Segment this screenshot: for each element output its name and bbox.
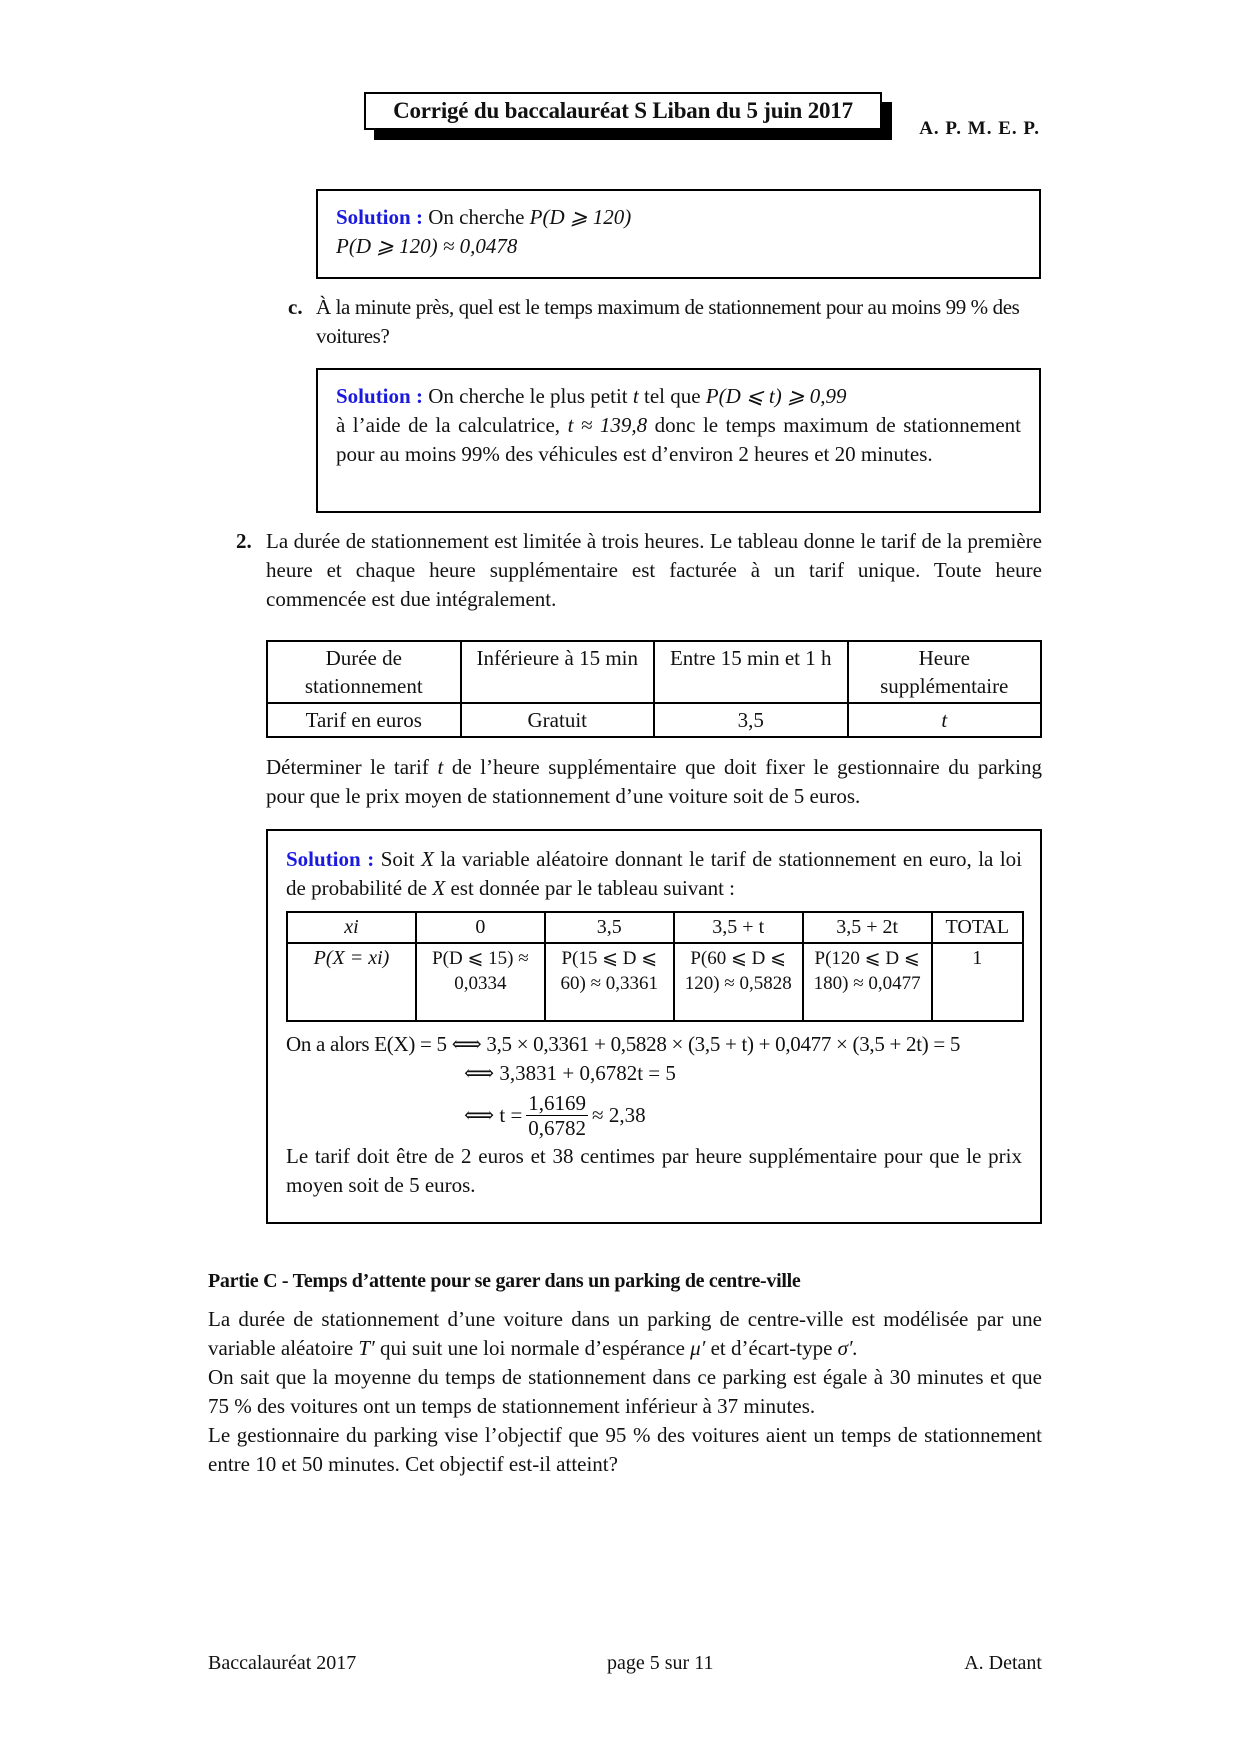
math-variable: t — [632, 384, 639, 408]
solution-b-line1 — [336, 203, 1021, 232]
fraction — [526, 1091, 588, 1140]
tarif-table — [266, 640, 1042, 738]
table-cell: Heure supplémentaire — [848, 641, 1042, 703]
equation-line-2 — [464, 1059, 1022, 1088]
table-cell: 3,5 + t — [674, 912, 803, 943]
table-cell: t — [848, 703, 1042, 737]
partie-c-p3: Le gestionnaire du parking vise l’objectif que 95 % des voitures aient un temps de stationnement entre 10 et 50 minutes. Cet objectif est-il atteint? — [208, 1423, 1042, 1476]
determine-text — [266, 753, 1042, 811]
solution-c-text: On cherche le plus petit — [428, 384, 628, 408]
table-cell: P(60 ⩽ D ⩽ 120) ≈ 0,5828 — [674, 943, 803, 1021]
math-expression: P(D ⩾ 120) ≈ 0,0478 — [336, 234, 518, 258]
solution-label: Solution : — [336, 205, 423, 229]
table-cell: Inférieure à 15 min — [461, 641, 655, 703]
page-footer — [208, 1652, 1042, 1675]
table-row — [267, 703, 1041, 737]
question-c-text: À la minute près, quel est le temps maximum de stationnement pour au moins 99 % des voitures? — [316, 295, 1020, 348]
table-row — [287, 912, 1023, 943]
math-variable: σ′. — [837, 1336, 858, 1360]
question-marker: 2. — [236, 529, 252, 553]
solution-2-text: Soit — [380, 847, 415, 871]
section-heading-partie-c: Partie C - Temps d’attente pour se garer dans un parking de centre-ville — [208, 1270, 801, 1292]
math-expression: P(D ⩾ 120) — [529, 205, 632, 229]
partie-c-p2: On sait que la moyenne du temps de stationnement dans ce parking est égale à 30 minutes et que 75 % des voitures ont un temps de stationnement inférieur à 37 minutes. — [208, 1365, 1042, 1418]
solution-2-text: est donnée par le tableau suivant : — [450, 876, 736, 900]
table-cell: P(15 ⩽ D ⩽ 60) ≈ 0,3361 — [545, 943, 674, 1021]
solution-box-b — [316, 189, 1041, 279]
header-org: A. P. M. E. P. — [919, 118, 1040, 139]
math-variable: t — [437, 755, 444, 779]
document-title: Corrigé du baccalauréat S Liban du 5 juin 2017 — [393, 98, 853, 123]
table-cell: 3,5 + 2t — [803, 912, 932, 943]
math-expression: P(D ⩽ t) ⩾ 0,99 — [705, 384, 847, 408]
table-row — [287, 943, 1023, 1021]
fraction-numerator: 1,6169 — [528, 1090, 587, 1115]
solution-box-c — [316, 368, 1041, 513]
table-cell: Entre 15 min et 1 h — [654, 641, 848, 703]
solution-2-text: On a alors — [286, 1032, 370, 1056]
solution-label: Solution : — [336, 384, 423, 408]
math-expression: ⟺ 3,3831 + 0,6782t = 5 — [464, 1061, 676, 1085]
table-cell: Tarif en euros — [267, 703, 461, 737]
math-expression: t ≈ 139,8 — [567, 413, 648, 437]
determine-text-a: Déterminer le tarif — [266, 755, 429, 779]
determine-text-b: de l’heure supplémentaire que doit fixer le gestionnaire du parking pour que le prix moyen de stationnement d’une voiture soit de 5 euros. — [266, 755, 1043, 808]
solution-c-text: donc le temps maximum de stationnement pour au moins 99% des véhicules est d’environ 2 heures et 20 minutes. — [336, 413, 1022, 466]
question-2-text: La durée de stationnement est limitée à trois heures. Le tableau donne le tarif de la première heure et chaque heure supplémentaire est facturée à un tarif unique. Toute heure commencée est due intégralement. — [266, 529, 1042, 611]
table-cell: P(120 ⩽ D ⩽ 180) ≈ 0,0477 — [803, 943, 932, 1021]
math-expression: ⟺ t = — [464, 1102, 523, 1127]
math-variable: μ′ — [690, 1336, 706, 1360]
question-c — [288, 293, 1043, 351]
solution-c-text: à l’aide de la calculatrice, — [336, 413, 561, 437]
footer-page-number: page 5 sur 11 — [607, 1652, 714, 1674]
solution-2-intro — [286, 845, 1022, 903]
table-cell: P(D ⩽ 15) ≈ 0,0334 — [416, 943, 545, 1021]
footer-left: Baccalauréat 2017 — [208, 1652, 357, 1674]
question-marker: c. — [288, 295, 303, 319]
solution-b-line2 — [336, 232, 1021, 261]
math-variable: X — [432, 876, 446, 900]
solution-box-2 — [266, 829, 1042, 1224]
solution-c-text: tel que — [643, 384, 701, 408]
solution-label: Solution : — [286, 847, 375, 871]
table-row — [267, 641, 1041, 703]
equation-line-1 — [286, 1030, 1022, 1059]
paragraph-text: et d’écart-type — [710, 1336, 833, 1360]
table-cell: xi — [287, 912, 416, 943]
footer-author: A. Detant — [964, 1652, 1042, 1674]
paragraph-text: qui suit une loi normale d’espérance — [379, 1336, 685, 1360]
table-cell: 0 — [416, 912, 545, 943]
fraction-denominator: 0,6782 — [528, 1115, 587, 1140]
math-variable: X — [421, 847, 434, 871]
question-2 — [236, 527, 1042, 614]
table-cell: P(X = xi) — [287, 943, 416, 1021]
paragraph-text: La durée de stationnement d’une voiture dans un parking de centre-ville est modélisée par une variable aléatoire — [208, 1307, 1042, 1360]
equation-line-3 — [464, 1088, 1022, 1142]
table-cell: TOTAL — [932, 912, 1023, 943]
table-cell: 3,5 — [545, 912, 674, 943]
math-expression: E(X) = 5 ⟺ 3,5 × 0,3361 + 0,5828 × (3,5 + t) + 0,0477 × (3,5 + 2t) = 5 — [374, 1032, 961, 1056]
solution-b-text: On cherche — [428, 205, 525, 229]
math-expression: ≈ 2,38 — [592, 1102, 646, 1127]
solution-2-conclusion: Le tarif doit être de 2 euros et 38 centimes par heure supplémentaire pour que le prix moyen soit de 5 euros. — [286, 1144, 1022, 1197]
law-table — [286, 911, 1024, 1022]
partie-c-p1 — [208, 1305, 1042, 1363]
table-cell: Gratuit — [461, 703, 655, 737]
table-cell: 1 — [932, 943, 1023, 1021]
document-title-box — [364, 92, 882, 130]
partie-c-paragraph — [208, 1305, 1042, 1479]
solution-2-text: la variable aléatoire donnant le tarif de stationnement en euro, la loi de probabilité de — [286, 847, 1023, 900]
table-cell: 3,5 — [654, 703, 848, 737]
math-variable: T′ — [358, 1336, 375, 1360]
table-cell: Durée de stationnement — [267, 641, 461, 703]
